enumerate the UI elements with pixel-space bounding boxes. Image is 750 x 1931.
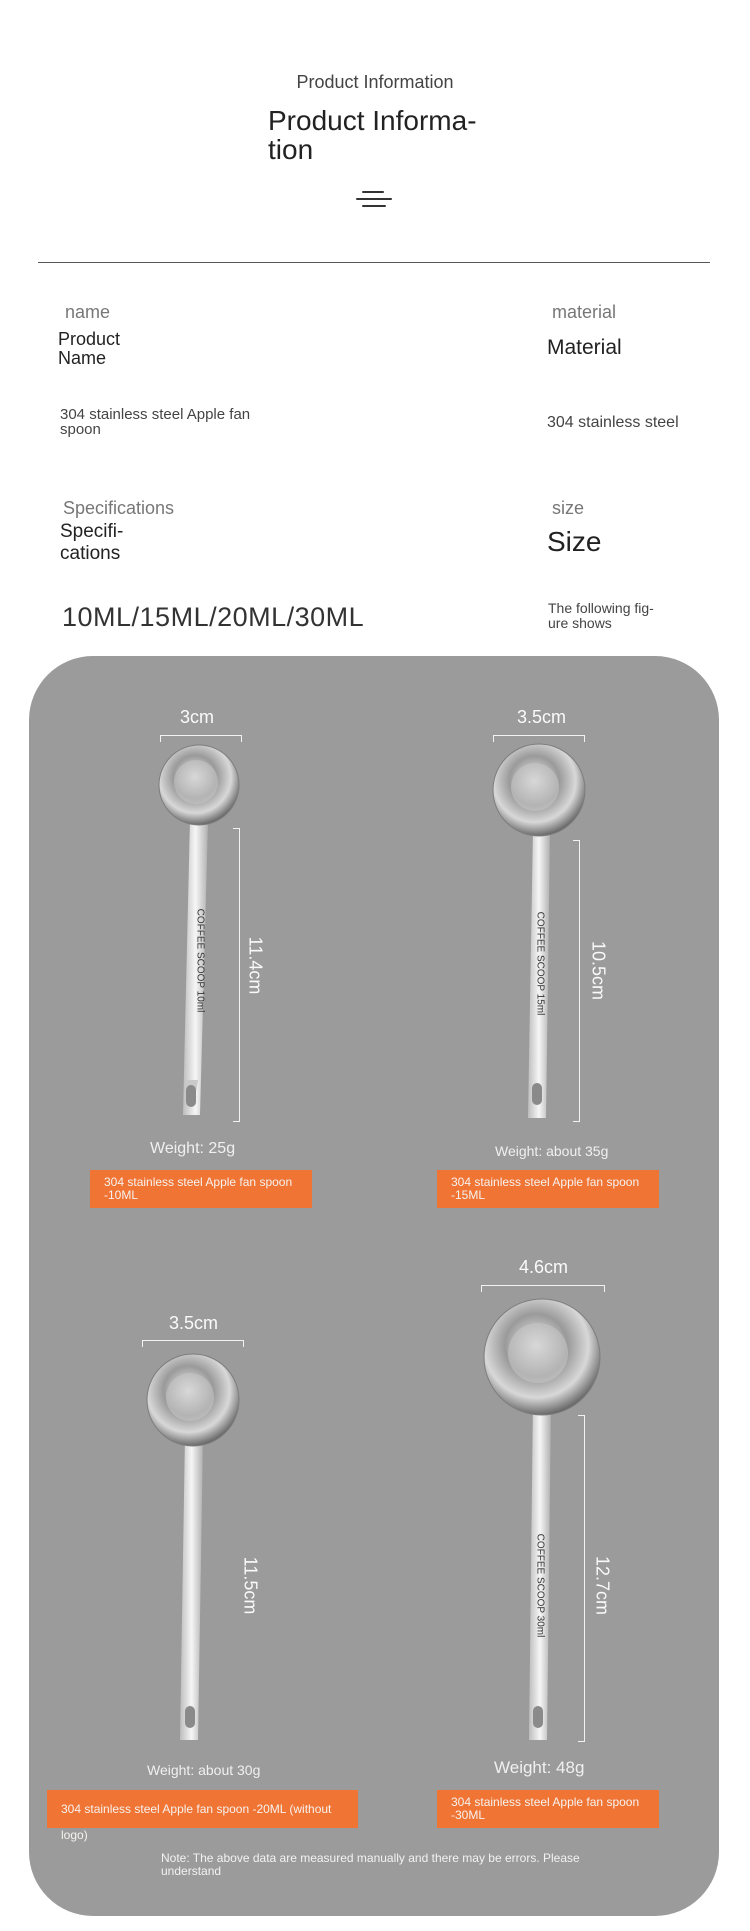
spoon-10ml-weight: Weight: 25g	[150, 1140, 236, 1157]
spoon-15ml-tag: 304 stainless steel Apple fan spoon -15ML	[437, 1170, 659, 1208]
spoon-20ml-length: 11.5cm	[240, 1556, 261, 1615]
material-label-en: material	[552, 302, 617, 322]
length-dimension-line	[233, 828, 240, 1122]
width-dimension-line	[160, 735, 242, 742]
material-label-cn: Material	[547, 336, 622, 359]
spoon-30ml-tag: 304 stainless steel Apple fan spoon -30ML	[437, 1790, 659, 1828]
spoon-10ml-tag: 304 stainless steel Apple fan spoon -10ML	[90, 1170, 312, 1208]
engraving-15ml: COFFEE SCOOP 15ml	[534, 911, 546, 1016]
spoon-30ml-length: 12.7cm	[592, 1555, 613, 1616]
size-label-cn: Size	[547, 526, 602, 557]
length-dimension-line	[578, 1415, 585, 1742]
spoon-10ml-length: 11.4cm	[245, 936, 266, 995]
width-dimension-line	[142, 1340, 244, 1347]
name-label-en: name	[65, 302, 111, 322]
length-dimension-line	[573, 840, 580, 1122]
spoon-15ml-width: 3.5cm	[517, 707, 567, 727]
spoon-30ml-weight: Weight: 48g	[494, 1758, 585, 1777]
material-value: 304 stainless steel	[547, 414, 679, 431]
spoon-30ml-width: 4.6cm	[519, 1257, 569, 1277]
name-value: 304 stainless steel Apple fan spoon	[60, 406, 251, 438]
spoon-20ml-tag: 304 stainless steel Apple fan spoon -20ML (without logo)	[47, 1790, 358, 1828]
size-value: The following fig- ure shows	[548, 600, 654, 631]
spoon-15ml-length: 10.5cm	[588, 940, 609, 1001]
spoon-20ml-weight: Weight: about 30g	[147, 1762, 261, 1778]
spec-label-en: Specifications	[63, 498, 175, 518]
spoon-15ml-weight: Weight: about 35g	[495, 1143, 609, 1159]
spoon-10ml-width: 3cm	[180, 707, 215, 727]
spec-value: 10ML/15ML/20ML/30ML	[62, 602, 365, 632]
spec-label-cn: Specifi- cations	[60, 521, 124, 564]
engraving-30ml: COFFEE SCOOP 30ml	[534, 1533, 546, 1638]
spoon-20ml-width: 3.5cm	[169, 1313, 219, 1333]
header-title: Product Informa- tion	[268, 105, 477, 165]
width-dimension-line	[493, 735, 585, 742]
spoon-20ml	[147, 1354, 239, 1740]
engraving-10ml: COFFEE SCOOP 10ml	[194, 908, 206, 1013]
size-label-en: size	[552, 498, 585, 518]
header-subtitle: Product Information	[296, 72, 454, 92]
name-label-cn: Product Name	[58, 329, 121, 368]
width-dimension-line	[481, 1285, 605, 1292]
measurement-note: Note: The above data are measured manually and there may be errors. Please understand	[161, 1851, 580, 1878]
